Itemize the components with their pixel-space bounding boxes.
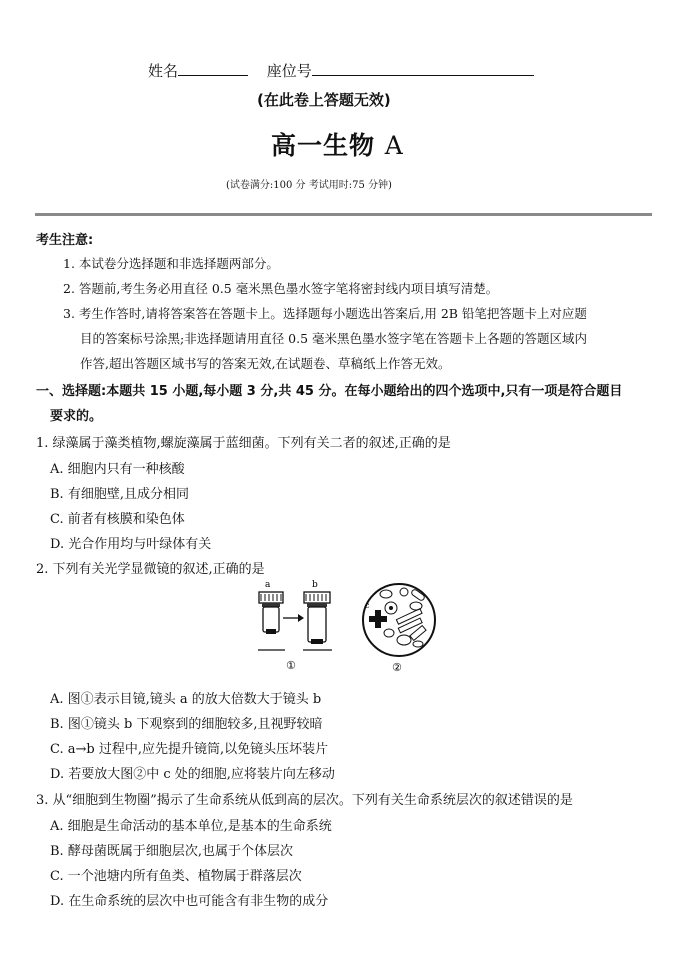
label-b: b — [312, 580, 318, 590]
question-3-option-c[interactable]: C. 一个池塘内所有鱼类、植物属于群落层次 — [50, 869, 302, 884]
question-1-option-b[interactable]: B. 有细胞壁,且成分相同 — [50, 487, 189, 502]
question-3-option-d[interactable]: D. 在生命系统的层次中也可能含有非生物的成分 — [50, 894, 329, 909]
attention-item-3: 3. 考生作答时,请将答案答在答题卡上。选择题每小题选出答案后,用 2B 铅笔把答题卡上对应题 — [63, 306, 587, 321]
attention-item-3-cont2: 作答,超出答题区域书写的答案无效,在试题卷、草稿纸上作答无效。 — [80, 356, 451, 371]
exam-info: (试卷满分:100 分 考试用时:75 分钟) — [226, 180, 392, 191]
attention-item-2: 2. 答题前,考生务必用直径 0.5 毫米黑色墨水签字笔将密封线内项目填写清楚。 — [63, 281, 499, 296]
question-1-stem: 1. 绿藻属于藻类植物,螺旋藻属于蓝细菌。下列有关二者的叙述,正确的是 — [36, 436, 451, 451]
seat-label: 座位号 — [266, 62, 312, 80]
question-3-option-b[interactable]: B. 酵母菌既属于细胞层次,也属于个体层次 — [50, 844, 293, 859]
caption-1: ① — [286, 659, 296, 672]
attention-item-1: 1. 本试卷分选择题和非选择题两部分。 — [63, 256, 279, 271]
seat-blank[interactable] — [312, 61, 534, 76]
invalid-notice: (在此卷上答题无效) — [257, 91, 391, 109]
microscope-figure — [248, 578, 448, 678]
section-heading: 一、选择题:本题共 15 小题,每小题 3 分,共 45 分。在每小题给出的四个选项中,只有一项是符合题目 — [36, 384, 623, 399]
objective-lens-b-icon — [304, 592, 330, 644]
objective-lens-a-icon — [259, 592, 283, 634]
question-1-option-c[interactable]: C. 前者有核膜和染色体 — [50, 512, 185, 527]
title-letter: A — [384, 131, 404, 160]
name-label: 姓名 — [148, 62, 179, 80]
question-2-option-c[interactable]: C. a→b 过程中,应先提升镜筒,以免镜头压坏装片 — [50, 742, 329, 757]
name-blank[interactable] — [178, 61, 248, 76]
attention-heading: 考生注意: — [36, 233, 94, 248]
candidate-info — [148, 60, 534, 81]
question-2-stem: 2. 下列有关光学显微镜的叙述,正确的是 — [36, 562, 265, 577]
title-text: 高一生物 — [271, 131, 376, 160]
attention-item-3-cont1: 目的答案标号涂黑;非选择题请用直径 0.5 毫米黑色墨水签字笔在答题卡上各题的答题区域内 — [80, 331, 588, 346]
question-3-option-a[interactable]: A. 细胞是生命活动的基本单位,是基本的生命系统 — [50, 819, 332, 834]
field-of-view-icon — [363, 584, 435, 656]
label-a: a — [265, 580, 271, 590]
section-heading-cont: 要求的。 — [50, 409, 103, 424]
label-c: c — [365, 601, 370, 610]
question-1-option-a[interactable]: A. 细胞内只有一种核酸 — [50, 462, 185, 477]
question-2-option-a[interactable]: A. 图①表示目镜,镜头 a 的放大倍数大于镜头 b — [50, 692, 322, 707]
page-title — [271, 126, 404, 162]
question-1-option-d[interactable]: D. 光合作用均与叶绿体有关 — [50, 537, 212, 552]
question-2-option-b[interactable]: B. 图①镜头 b 下观察到的细胞较多,且视野较暗 — [50, 717, 323, 732]
question-3-stem: 3. 从“细胞到生物圈”揭示了生命系统从低到高的层次。下列有关生命系统层次的叙述错误的是 — [36, 793, 573, 808]
caption-2: ② — [392, 661, 402, 674]
question-2-option-d[interactable]: D. 若要放大图②中 c 处的细胞,应将装片向左移动 — [50, 767, 335, 782]
header-divider — [35, 213, 652, 216]
